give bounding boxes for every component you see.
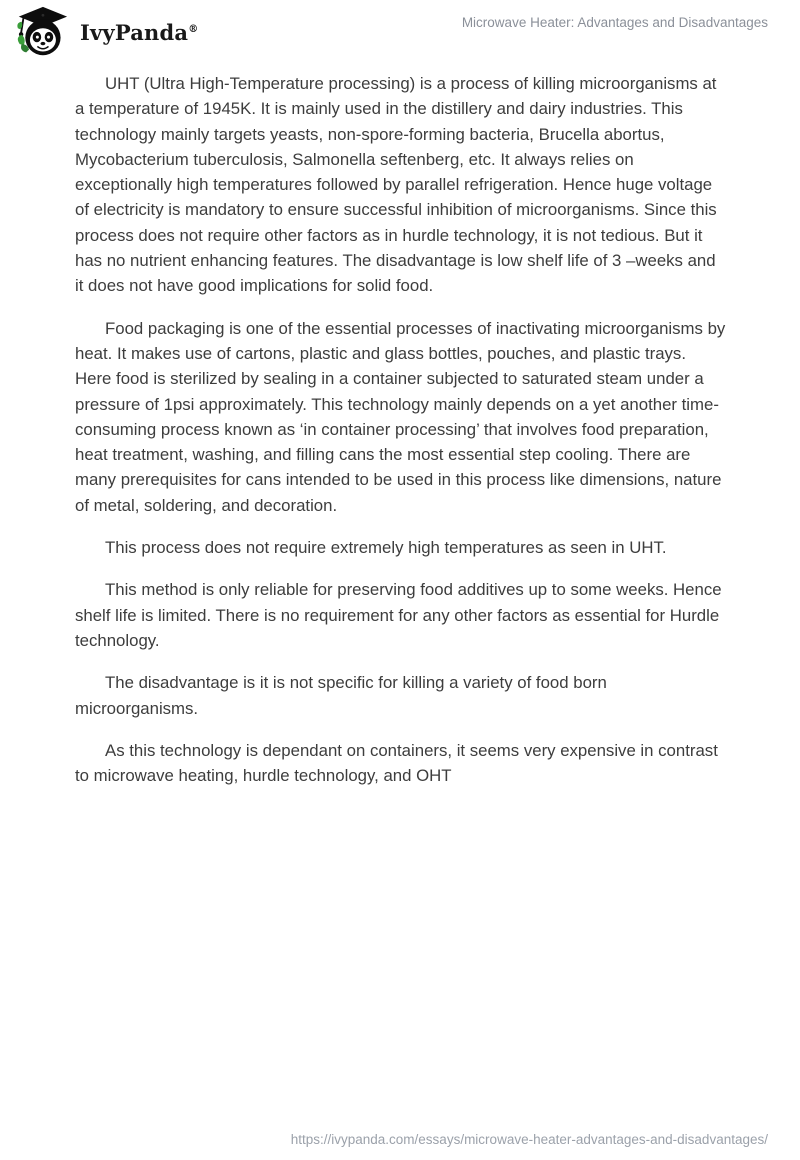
paragraph-food-packaging: Food packaging is one of the essential processes of inactivating microorganisms by heat. It makes use of cartons, plastic and glass bottles, pouches, and plastic trays. Here food is sterilized by sealing in a container subjected to saturated steam under a pressure of 1psi approximately. This technology mainly depends on a yet another time-consuming process known as ‘in container processing’ that involves food preparation, heat treatment, washing, and filling cans the most essential step cooling. There are many prerequisites for cans intended to be used in this process like dimensions, nature of metal, soldering, and decoration. (75, 318, 726, 515)
document-title: Microwave Heater: Advantages and Disadvantages (461, 15, 768, 30)
essay-content (75, 71, 726, 805)
paragraph-shelf-life: This method is only reliable for preserving food additives up to some weeks. Hence shelf life is limited. There is no requirement for any other factors as essential for Hurdle technology. (75, 580, 722, 650)
registered-mark: ® (188, 23, 199, 35)
ivypanda-brand (14, 6, 198, 58)
paragraph-uht: UHT (Ultra High-Temperature processing) is a process of killing microorganisms at a temperature of 1945K. It is mainly used in the distillery and dairy industries. This technology mainly targets yeasts, non-spore-forming bacteria, Brucella abortus, Mycobacterium tuberculosis, Salmonella seftenberg, etc. It always relies on exceptionally high temperatures followed by parallel refrigeration. Hence huge voltage of electricity is mandatory to ensure successful inhibition of microorganisms. Since this process does not require other factors as in hurdle technology, it is not tedious. But it has no nutrient enhancing features. The disadvantage is low shelf life of 3 –weeks and it does not have good implications for solid food. (75, 74, 717, 296)
paragraph-disadvantage: The disadvantage is it is not specific for killing a variety of food born microorganisms. (75, 673, 607, 718)
source-url-link[interactable]: https://ivypanda.com/essays/microwave-heater-advantages-and-disadvantages/ (290, 1132, 768, 1147)
page-header (0, 0, 800, 64)
brand-name: IvyPanda® (80, 19, 199, 45)
panda-graduate-icon (14, 6, 70, 58)
paragraph-process-temperature: This process does not require extremely high temperatures as seen in UHT. (105, 538, 667, 558)
paragraph-cost: As this technology is dependant on containers, it seems very expensive in contrast to microwave heating, hurdle technology, and OHT (75, 740, 718, 786)
